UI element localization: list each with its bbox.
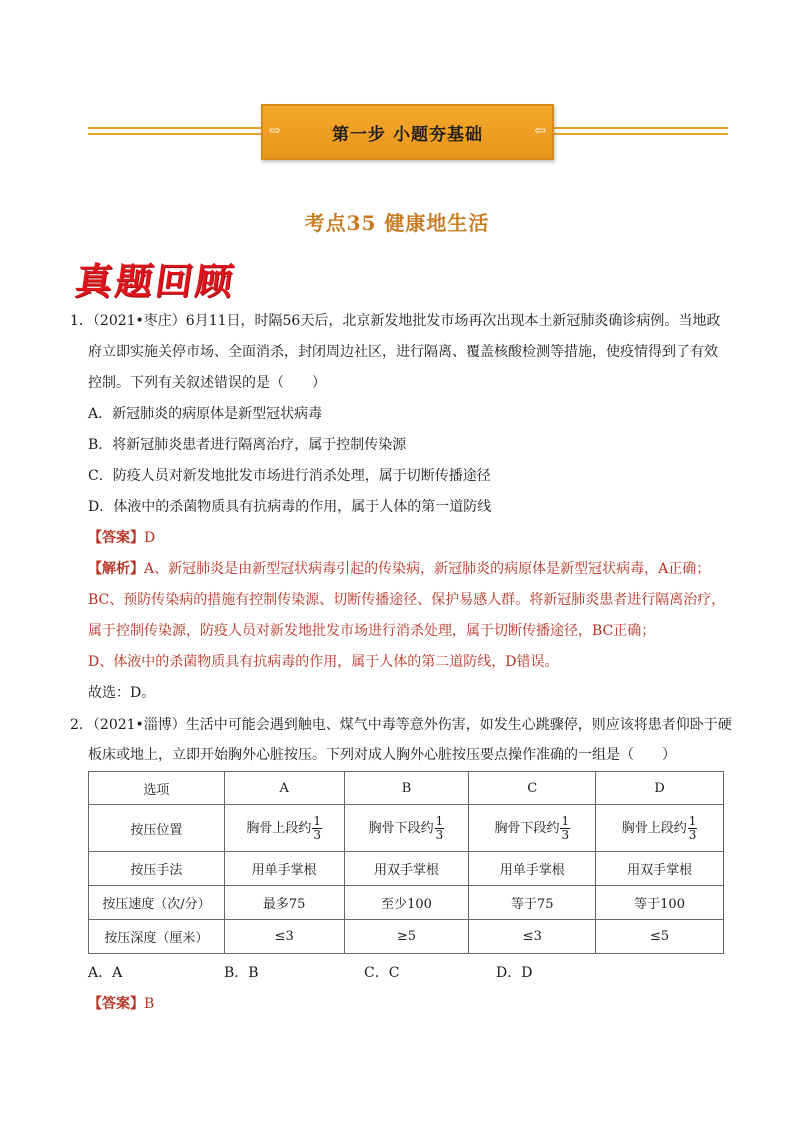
q2-option-b: B．B	[224, 965, 259, 981]
table-cell	[596, 805, 724, 852]
cell-text: 胸骨下段约	[494, 820, 560, 836]
q1-stem-line-2: 府立即实施关停市场、全面消杀，封闭周边社区，进行隔离、覆盖核酸检测等措施，使疫情得到了有效	[88, 344, 718, 360]
fraction-numerator: 1	[688, 813, 697, 828]
fraction-numerator: 1	[561, 813, 570, 828]
banner-rule-left-bottom	[88, 133, 262, 135]
q2-stem-line-1: 2．（2021•淄博）生活中可能会遇到触电、煤气中毒等意外伤害，如发生心跳骤停，则应该将患者仰卧于硬	[70, 717, 732, 733]
answer-value: B	[144, 996, 155, 1012]
q2-answer	[88, 994, 154, 1014]
cell-text: 胸骨上段约	[246, 820, 312, 836]
table-header-cell: 选项	[89, 772, 225, 805]
cpr-options-table	[88, 771, 724, 954]
q1-option-d: D．体液中的杀菌物质具有抗病毒的作用，属于人体的第一道防线	[88, 499, 492, 515]
table-row	[89, 805, 724, 852]
table-row-label: 按压速度（次/分）	[89, 886, 225, 920]
section-logo: 真题回顾	[72, 260, 239, 303]
fraction-numerator: 1	[435, 813, 444, 828]
table-row-label: 按压位置	[89, 805, 225, 852]
q1-stem-line-1: 1．（2021•枣庄）6月11日，时隔56天后，北京新发地批发市场再次出现本土新冠肺炎确诊病例。当地政	[70, 313, 721, 329]
table-row-label: 按压深度（厘米）	[89, 920, 225, 954]
answer-label: 【答案】	[88, 530, 144, 546]
answer-label: 【答案】	[88, 996, 144, 1012]
q1-analysis-line-2: BC、预防传染病的措施有控制传染源、切断传播途径、保护易感人群。将新冠肺炎患者进行隔离治疗，	[88, 592, 726, 608]
table-cell	[344, 805, 469, 852]
table-header-cell: A	[224, 772, 344, 805]
fraction-denominator: 3	[688, 827, 697, 842]
table-cell: 至少100	[344, 886, 469, 920]
banner-rule-right-bottom	[554, 133, 728, 135]
arrow-right-icon: ⇨	[269, 123, 281, 139]
q1-conclusion: 故选：D。	[88, 685, 156, 701]
fraction	[688, 815, 698, 842]
section-banner	[261, 104, 554, 160]
table-cell: ≤5	[596, 920, 724, 954]
banner-title: 第一步 小题夯基础	[332, 125, 483, 145]
q1-analysis-line-4: D、体液中的杀菌物质具有抗病毒的作用，属于人体的第二道防线，D错误。	[88, 654, 559, 670]
table-row	[89, 886, 724, 920]
q1-stem-line-3: 控制。下列有关叙述错误的是（ ）	[88, 375, 326, 391]
table-row	[89, 920, 724, 954]
table-cell: ≤3	[224, 920, 344, 954]
fraction-numerator: 1	[313, 813, 321, 828]
fraction-denominator: 3	[435, 827, 444, 842]
table-cell: 用双手掌根	[596, 852, 724, 886]
table-header-cell: C	[469, 772, 596, 805]
q1-option-b: B．将新冠肺炎患者进行隔离治疗，属于控制传染源	[88, 437, 407, 453]
table-row	[89, 852, 724, 886]
q1-option-c: C．防疫人员对新发地批发市场进行消杀处理，属于切断传播途径	[88, 468, 491, 484]
q1-answer	[88, 528, 155, 548]
q2-option-d: D．D	[496, 965, 533, 981]
q1-analysis-line-1	[88, 559, 710, 579]
banner-rule-right-top	[554, 127, 728, 129]
table-cell: 等于75	[469, 886, 596, 920]
arrow-left-icon: ⇦	[534, 123, 546, 139]
fraction-denominator: 3	[561, 827, 570, 842]
cell-text: 胸骨下段约	[368, 820, 434, 836]
fraction	[435, 815, 445, 842]
banner-rule-left-top	[88, 127, 262, 129]
q2-stem-line-2: 板床或地上，立即开始胸外心脏按压。下列对成人胸外心脏按压要点操作准确的一组是（ ）	[88, 747, 676, 763]
analysis-text: A、新冠肺炎是由新型冠状病毒引起的传染病，新冠肺炎的病原体是新型冠状病毒，A正确；	[144, 561, 711, 577]
table-cell: 等于100	[596, 886, 724, 920]
topic-title: 考点35 健康地生活	[304, 211, 490, 235]
cell-text: 胸骨上段约	[621, 820, 687, 836]
q1-analysis-line-3: 属于控制传染源，防疫人员对新发地批发市场进行消杀处理，属于切断传播途径，BC正确；	[88, 623, 656, 639]
table-cell: 用单手掌根	[224, 852, 344, 886]
table-cell: 用单手掌根	[469, 852, 596, 886]
table-cell: ≥5	[344, 920, 469, 954]
q1-option-a: A．新冠肺炎的病原体是新型冠状病毒	[88, 406, 323, 422]
answer-value: D	[144, 530, 156, 546]
table-cell: 最多75	[224, 886, 344, 920]
fraction	[560, 815, 570, 842]
q2-option-c: C．C	[364, 965, 400, 981]
table-header-cell: D	[596, 772, 724, 805]
fraction	[312, 815, 322, 842]
table-cell: ≤3	[469, 920, 596, 954]
table-header-row	[89, 772, 724, 805]
table-cell	[224, 805, 344, 852]
q2-option-a: A．A	[88, 965, 123, 981]
table-row-label: 按压手法	[89, 852, 225, 886]
analysis-label: 【解析】	[88, 561, 144, 577]
table-header-cell: B	[344, 772, 469, 805]
table-cell	[469, 805, 596, 852]
fraction-denominator: 3	[313, 827, 321, 842]
table-cell: 用双手掌根	[344, 852, 469, 886]
